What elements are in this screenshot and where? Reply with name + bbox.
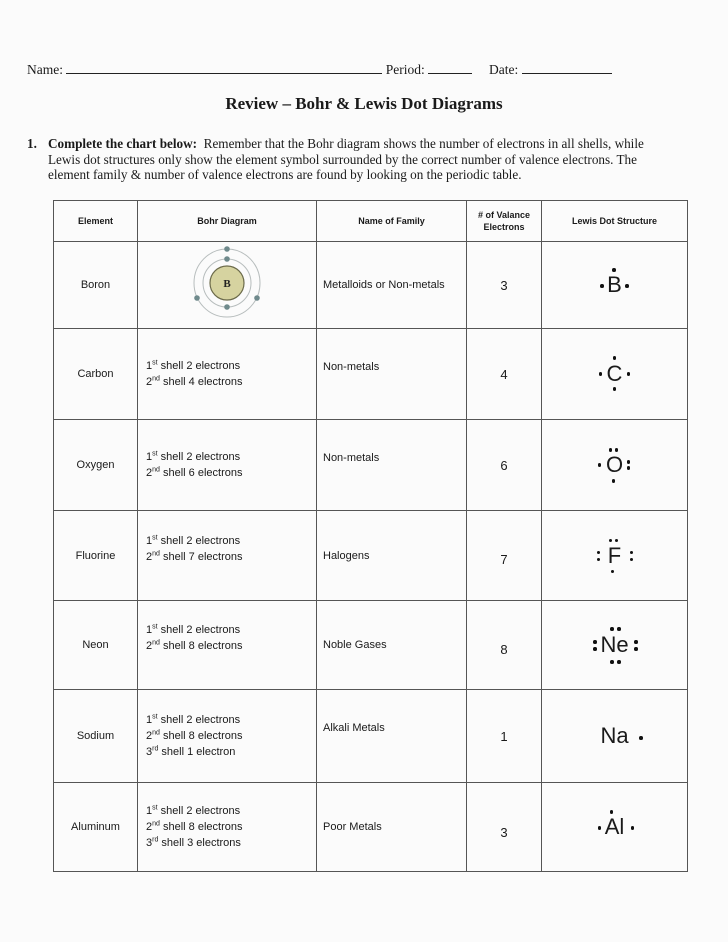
electron-dot-icon: [630, 551, 634, 555]
date-blank[interactable]: [522, 61, 612, 74]
header-valence-line1: # of Valance: [477, 210, 531, 220]
lewis-structure-aluminum: [605, 815, 625, 839]
shell-line: 1st shell 2 electrons: [146, 713, 241, 726]
element-cell: Fluorine: [54, 511, 138, 601]
valence-cell: 4: [467, 329, 542, 420]
electron-dot-icon: [597, 551, 601, 555]
valence-cell: 6: [467, 420, 542, 511]
lewis-symbol: F: [607, 542, 622, 568]
element-cell: Aluminum: [54, 783, 138, 872]
lewis-cell: [542, 783, 688, 872]
electron-dot-icon: [593, 640, 597, 644]
question-number: 1.: [27, 136, 37, 151]
shell-line: 2nd shell 4 electrons: [146, 375, 243, 388]
bohr-diagram-cell: [138, 242, 317, 329]
electron-dot-icon: [599, 372, 603, 376]
family-cell: Poor Metals: [317, 783, 467, 872]
period-label: Period:: [385, 62, 425, 77]
shell-line: 2nd shell 7 electrons: [146, 549, 243, 563]
valence-cell: 3: [467, 783, 542, 872]
shell-line: 2nd shell 8 electrons: [146, 820, 243, 833]
electron-dot-icon: [615, 539, 619, 543]
bohr-shells-cell: [138, 601, 317, 690]
shell-line: 3rd shell 1 electron: [146, 745, 236, 758]
table-row-neon: [54, 601, 688, 690]
lewis-symbol: Na: [600, 723, 629, 748]
header-lewis: Lewis Dot Structure: [542, 201, 688, 242]
electron-dot-icon: [634, 640, 638, 644]
family-cell: Non-metals: [317, 420, 467, 511]
table-row-aluminum: [54, 783, 688, 872]
family-cell: Non-metals: [317, 329, 467, 420]
bohr-shells-cell: [138, 690, 317, 783]
instructions-line-2: Lewis dot structures only show the element symbol surrounded by the correct number of valence electrons. The: [48, 151, 637, 167]
element-cell: Neon: [54, 601, 138, 690]
shell-line: 2nd shell 8 electrons: [146, 639, 243, 652]
valence-cell: 7: [467, 511, 542, 601]
electron-dot-icon: [609, 448, 613, 452]
lewis-structure-boron: [607, 273, 622, 297]
lewis-structure-fluorine: [608, 544, 621, 568]
header-bohr-diagram: Bohr Diagram: [138, 201, 317, 242]
bohr-shells-cell: [138, 420, 317, 511]
electron-dot-icon: [612, 268, 616, 272]
electron-dot-icon: [593, 647, 597, 651]
instructions-line-1: Remember that the Bohr diagram shows the number of electrons in all shells, while: [203, 136, 644, 151]
electron-dot-icon: [598, 463, 602, 467]
element-cell: Sodium: [54, 690, 138, 783]
header-family: Name of Family: [317, 201, 467, 242]
electron-dot-icon: [627, 460, 631, 464]
bohr-shells-cell: [138, 511, 317, 601]
electron-dot-icon: [610, 660, 614, 664]
instructions-lead: Complete the chart below:: [48, 136, 198, 151]
shell-line: 3rd shell 3 electrons: [146, 836, 241, 849]
header-valence-line2: Electrons: [483, 222, 525, 232]
electron-dot-icon: [630, 558, 634, 562]
electron-dot-icon: [639, 736, 643, 740]
family-cell: Noble Gases: [317, 601, 467, 690]
lewis-symbol: Ne: [600, 632, 629, 657]
name-blank[interactable]: [66, 61, 382, 74]
lewis-structure-oxygen: [606, 453, 623, 477]
lewis-cell: [542, 242, 688, 329]
lewis-cell: [542, 601, 688, 690]
page-title: Review – Bohr & Lewis Dot Diagrams: [225, 94, 503, 113]
date-label: Date:: [489, 62, 519, 77]
lewis-symbol: C: [606, 361, 623, 386]
nucleus-label: B: [223, 277, 231, 290]
table-row-fluorine: [54, 511, 688, 601]
bohr-shells-cell: [138, 783, 317, 872]
lewis-cell: [542, 690, 688, 783]
electron-dot-icon: [617, 627, 621, 631]
electron-dot-icon: [610, 810, 614, 814]
table-row-boron: [54, 242, 688, 329]
lewis-symbol: O: [605, 452, 624, 477]
instructions: [27, 136, 697, 183]
table-header-row: [54, 201, 688, 242]
shell-line: 1st shell 2 electrons: [146, 533, 241, 547]
electron-dot-icon: [627, 372, 631, 376]
element-cell: Carbon: [54, 329, 138, 420]
shell-line: 1st shell 2 electrons: [146, 450, 241, 463]
name-label: Name:: [27, 62, 63, 77]
electron-dot-icon: [634, 647, 638, 651]
bohr-lewis-chart: [53, 200, 688, 872]
bohr-diagram-icon: [187, 245, 267, 321]
element-cell: Oxygen: [54, 420, 138, 511]
period-blank[interactable]: [428, 61, 472, 74]
header-valence: [467, 201, 542, 242]
electron-dot-icon: [625, 284, 629, 288]
electron-dot-icon: [617, 660, 621, 664]
lewis-structure-carbon: [607, 362, 623, 386]
shell-line: 1st shell 2 electrons: [146, 804, 241, 817]
lewis-structure-neon: [600, 633, 628, 657]
electron-dot-icon: [613, 356, 617, 360]
element-cell: Boron: [54, 242, 138, 329]
electron-dot-icon: [615, 448, 619, 452]
bohr-shells-cell: [138, 329, 317, 420]
valence-cell: 1: [467, 690, 542, 783]
lewis-symbol: B: [607, 272, 622, 297]
table-row-carbon: [54, 329, 688, 420]
electron-dot-icon: [611, 570, 615, 574]
electron-dot-icon: [597, 558, 601, 562]
electron-dot-icon: [600, 284, 604, 288]
valence-cell: 3: [467, 242, 542, 329]
instructions-line-3: element family & number of valence electrons are found by looking on the periodic table.: [48, 167, 522, 182]
header-element: Element: [54, 201, 138, 242]
electron-dot-icon: [613, 387, 617, 391]
shell-line: 2nd shell 6 electrons: [146, 466, 243, 479]
electron-dot-icon: [627, 466, 631, 470]
table-row-sodium: [54, 690, 688, 783]
shell-line: 2nd shell 8 electrons: [146, 729, 243, 742]
lewis-cell: [542, 511, 688, 601]
electron-dot-icon: [631, 826, 635, 830]
table-row-oxygen: [54, 420, 688, 511]
electron-dot-icon: [612, 479, 616, 483]
shell-line: 1st shell 2 electrons: [146, 359, 241, 372]
electron-dot-icon: [609, 539, 613, 543]
family-cell: Alkali Metals: [317, 690, 467, 783]
lewis-symbol: Al: [604, 814, 625, 839]
lewis-cell: [542, 329, 688, 420]
shell-line: 1st shell 2 electrons: [146, 623, 241, 636]
lewis-structure-sodium: [600, 724, 628, 748]
family-cell: Metalloids or Non-metals: [317, 242, 467, 329]
electron-dot-icon: [598, 826, 602, 830]
electron-dot-icon: [610, 627, 614, 631]
family-cell: Halogens: [317, 511, 467, 601]
valence-cell: 8: [467, 601, 542, 690]
lewis-cell: [542, 420, 688, 511]
student-info-line: [27, 61, 612, 78]
